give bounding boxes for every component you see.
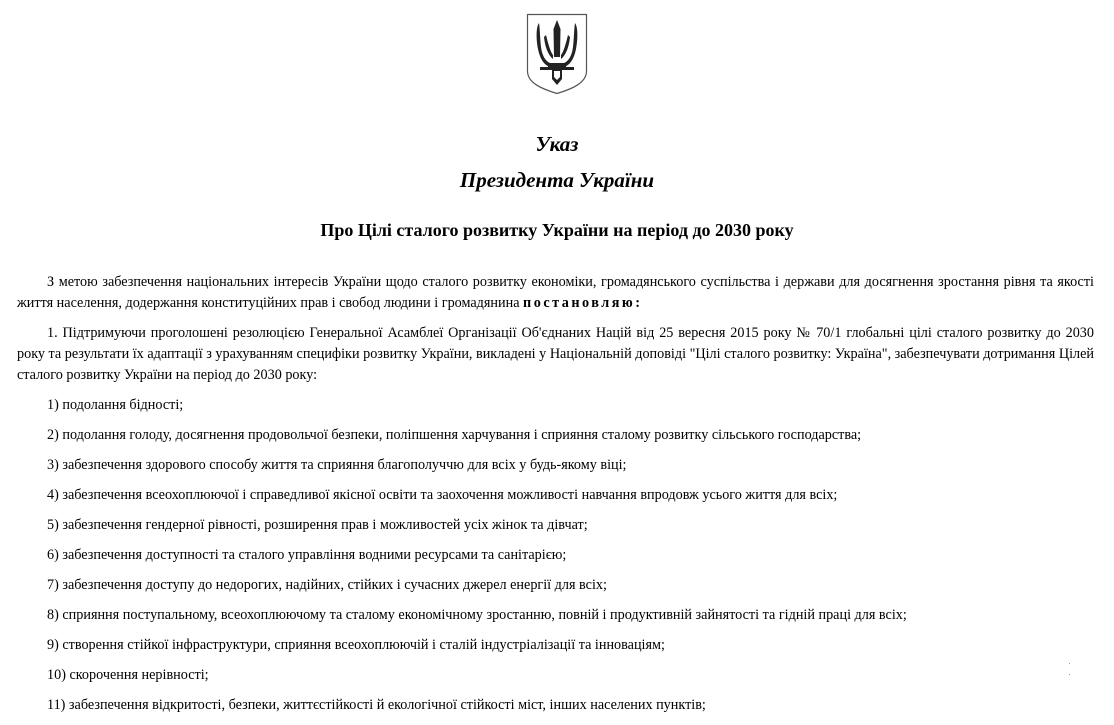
preamble-paragraph	[17, 272, 1094, 314]
preamble-text: З метою забезпечення національних інтересів України щодо сталого розвитку економіки, громадянського суспільства і держави для досягнення зростання рівня та якості життя населення, додержання конституційних прав і свобод людини і громадянина	[17, 274, 1094, 311]
goal-item-9: 9) створення стійкої інфраструктури, сприяння всеохоплюючій і сталій індустріалізації та інноваціям;	[47, 637, 665, 653]
goal-item-7: 7) забезпечення доступу до недорогих, надійних, стійких і сучасних джерел енергії для всіх;	[47, 577, 607, 593]
goal-item-1: 1) подолання бідності;	[47, 397, 184, 413]
goal-item-4: 4) забезпечення всеохоплюючої і справедливої якісної освіти та заохочення можливості навчання впродовж усього життя для всіх;	[47, 487, 838, 503]
scroll-indicator	[1069, 663, 1071, 687]
goal-item-3: 3) забезпечення здорового способу життя та сприяння благополуччю для всіх у будь-якому віці;	[47, 457, 627, 473]
decree-word: постановляю:	[523, 295, 643, 311]
document-body	[17, 272, 1094, 725]
document-issuer: Президента України	[459, 168, 655, 192]
goal-item-6: 6) забезпечення доступності та сталого управління водними ресурсами та санітарією;	[47, 547, 567, 563]
coat-of-arms-trident-icon	[526, 13, 588, 95]
document-subject: Про Цілі сталого розвитку України на період до 2030 року	[320, 220, 794, 240]
clause-1-paragraph: 1. Підтримуючи проголошені резолюцією Генеральної Асамблеї Організації Об'єднаних Націй від 25 вересня 2015 року № 70/1 глобальні цілі сталого розвитку до 2030 року та результати їх адаптації з урахуванням специфіки розвитку України, викладені у Національній доповіді "Цілі сталого розвитку: Україна", забезпечувати дотримання Цілей сталого розвитку України на період до 2030 року:	[17, 325, 1094, 383]
goal-item-10: 10) скорочення нерівності;	[47, 667, 209, 683]
goal-item-2: 2) подолання голоду, досягнення продовольчої безпеки, поліпшення харчування і сприяння сталому розвитку сільського господарства;	[47, 427, 862, 443]
goal-item-5: 5) забезпечення гендерної рівності, розширення прав і можливостей усіх жінок та дівчат;	[47, 517, 588, 533]
goals-list	[17, 395, 1094, 725]
goal-item-8: 8) сприяння поступальному, всеохоплюючому та сталому економічному зростанню, повній і продуктивній зайнятості та гідній праці для всіх;	[47, 607, 907, 623]
goal-item-11: 11) забезпечення відкритості, безпеки, життєстійкості й екологічної стійкості міст, інших населених пунктів;	[47, 697, 706, 713]
document-title: Указ	[535, 132, 579, 156]
